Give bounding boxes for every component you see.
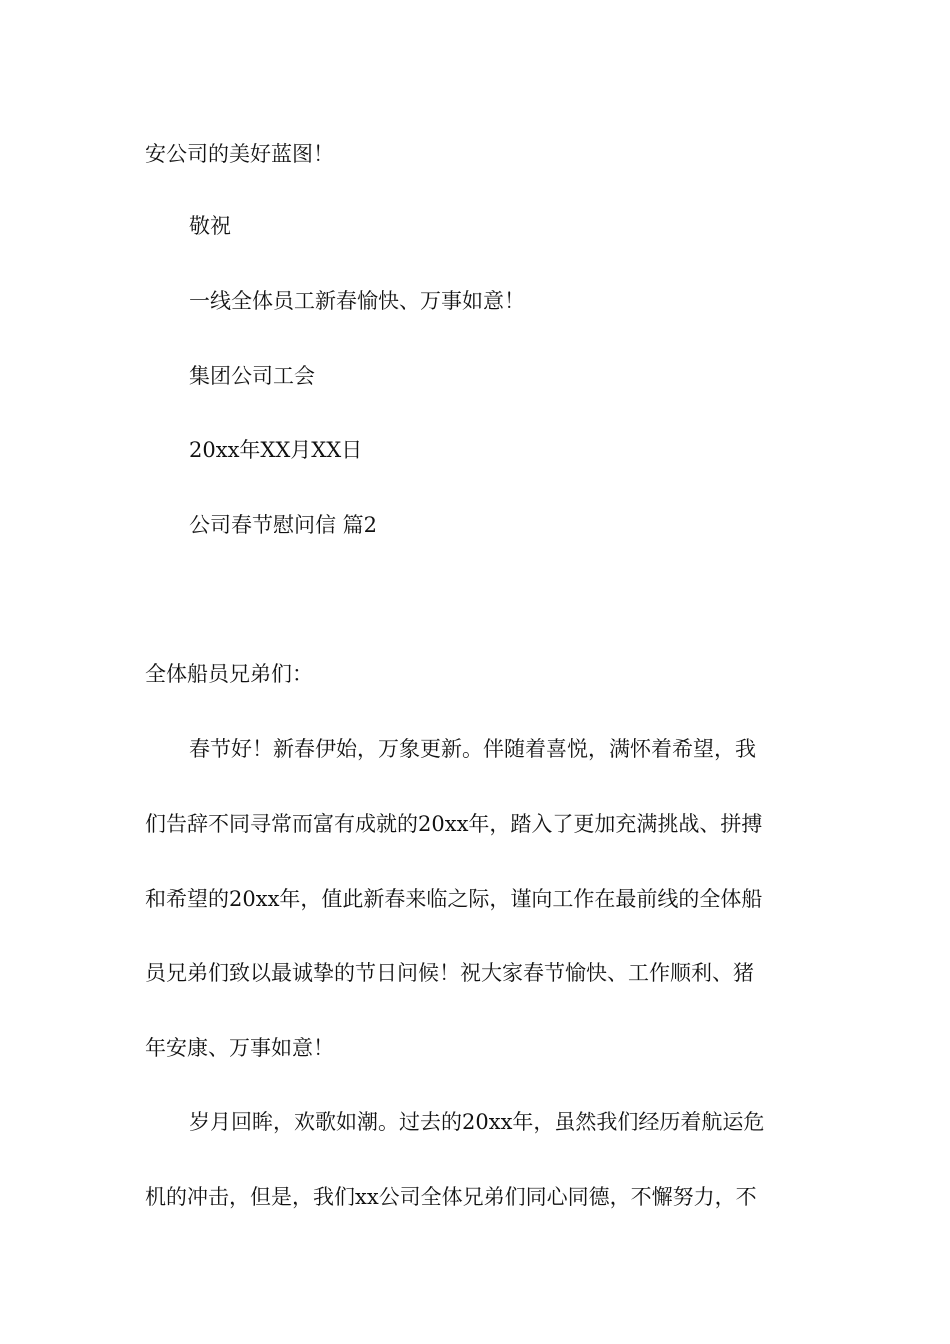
- paragraph-line: 年安康、万事如意！: [145, 1036, 334, 1060]
- letter-greeting: 全体船员兄弟们：: [145, 662, 313, 686]
- closing-salutation: 敬祝: [189, 214, 231, 238]
- paragraph-line: 岁月回眸，欢歌如潮。过去的20xx年，虽然我们经历着航运危: [189, 1110, 765, 1134]
- signature-date: 20xx年XX月XX日: [189, 438, 363, 462]
- paragraph-line: 和希望的20xx年，值此新春来临之际，谨向工作在最前线的全体船: [145, 887, 763, 911]
- signature-organization: 集团公司工会: [189, 364, 315, 388]
- paragraph-line: 员兄弟们致以最诚挚的节日问候！祝大家春节愉快、工作顺利、猪: [145, 961, 754, 985]
- paragraph-line: 春节好！新春伊始，万象更新。伴随着喜悦，满怀着希望，我: [189, 737, 756, 761]
- section-heading: 公司春节慰问信 篇2: [189, 513, 378, 537]
- closing-wish: 一线全体员工新春愉快、万事如意！: [189, 289, 525, 313]
- paragraph-line: 机的冲击，但是，我们xx公司全体兄弟们同心同德，不懈努力，不: [145, 1185, 757, 1209]
- paragraph-line: 们告辞不同寻常而富有成就的20xx年，踏入了更加充满挑战、拼搏: [145, 812, 763, 836]
- text-line: 安公司的美好蓝图！: [145, 142, 334, 166]
